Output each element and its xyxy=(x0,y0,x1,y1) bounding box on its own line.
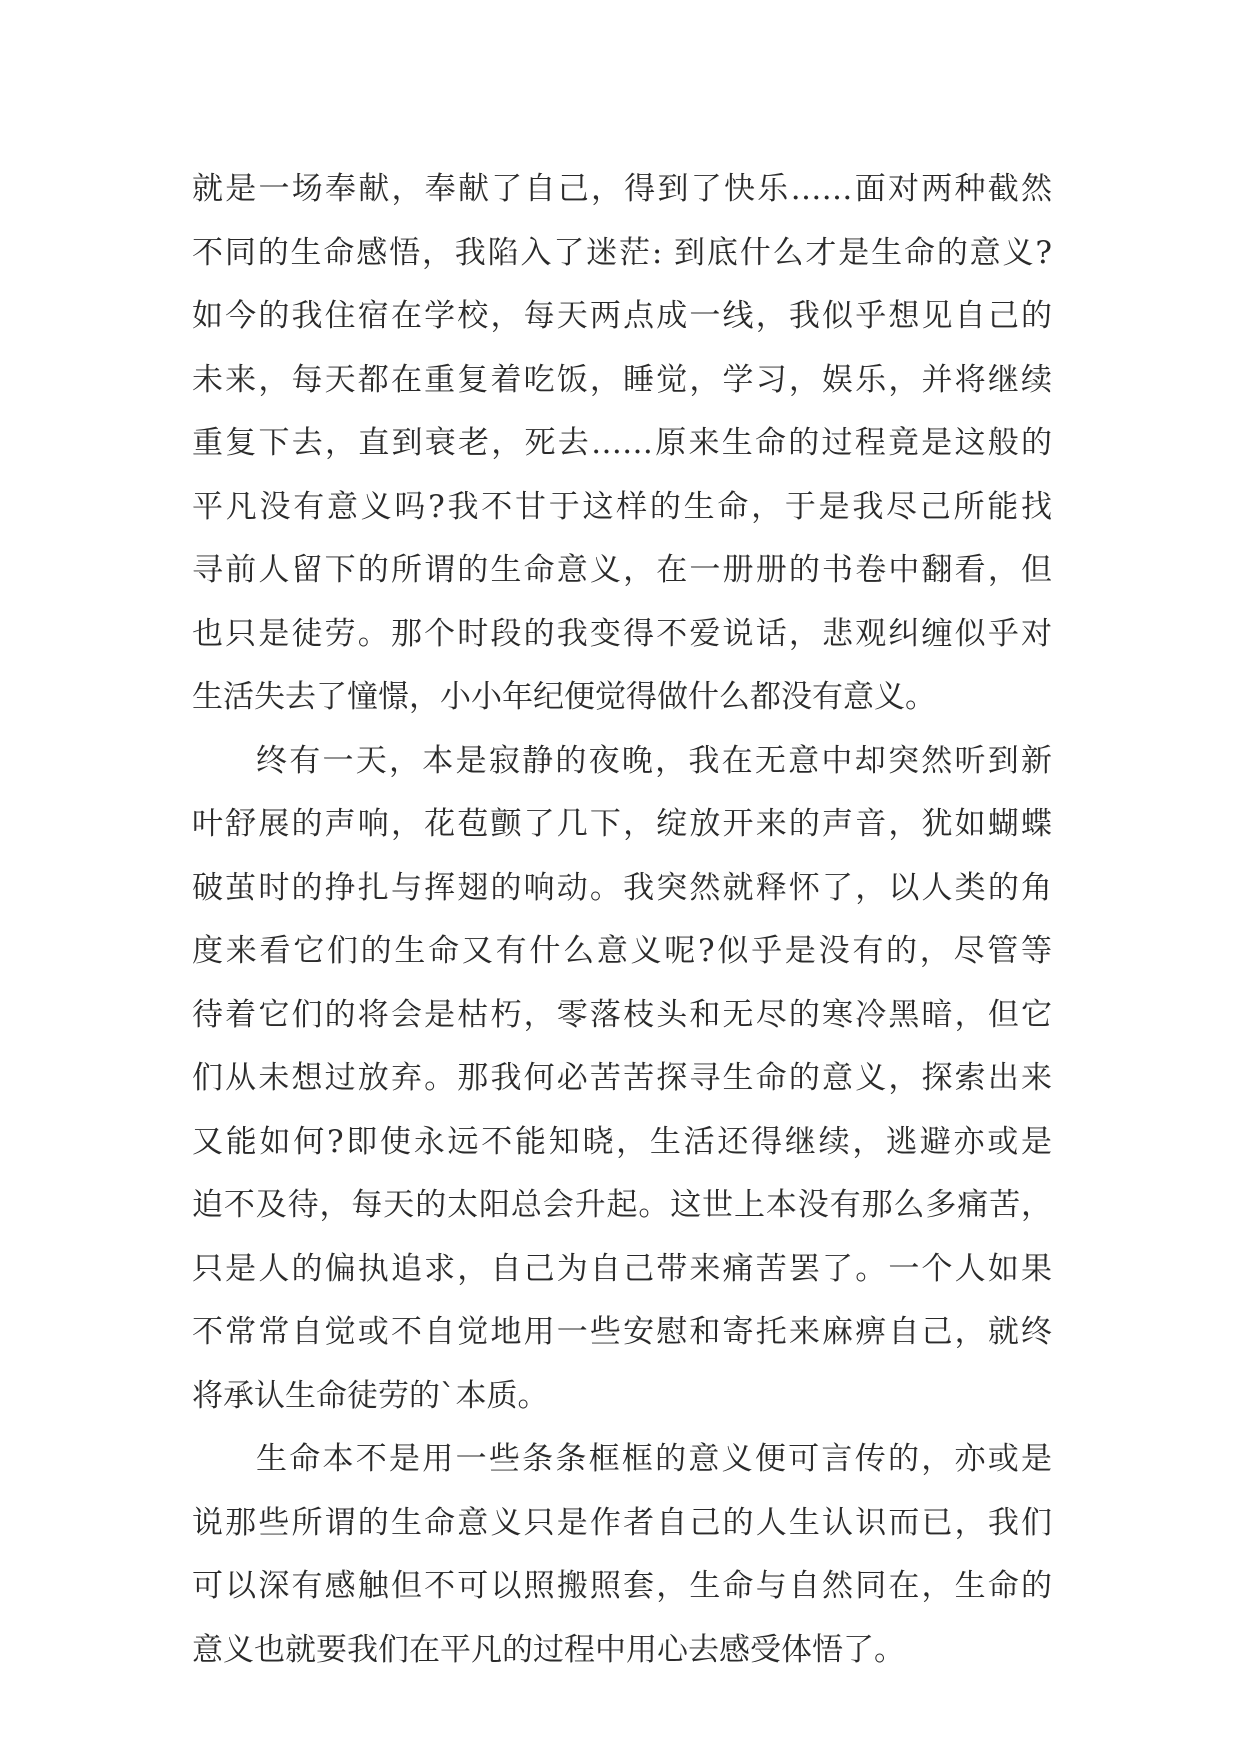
text-line: 就是一场奉献，奉献了自己，得到了快乐……面对两种截然 xyxy=(192,171,1052,207)
essay-body xyxy=(192,158,1052,1682)
text-line: 意义也就要我们在平凡的过程中用心去感受体悟了。 xyxy=(192,1631,905,1668)
text-line: 生活失去了憧憬，小小年纪便觉得做什么都没有意义。 xyxy=(192,679,936,715)
text-line: 又能如何?即使永远不能知晓，生活还得继续，逃避亦或是 xyxy=(192,1123,1052,1160)
text-line: 将承认生命徒劳的`本质。 xyxy=(192,1377,549,1414)
text-line: 平凡没有意义吗?我不甘于这样的生命，于是我尽己所能找 xyxy=(192,488,1052,525)
text-line: 待着它们的将会是枯朽，零落枝头和无尽的寒冷黑暗，但它 xyxy=(192,996,1052,1033)
text-line: 破茧时的挣扎与挥翅的响动。我突然就释怀了，以人类的角 xyxy=(192,869,1052,906)
text-line: 寻前人留下的所谓的生命意义，在一册册的书卷中翻看，但 xyxy=(192,552,1052,588)
text-line: 叶舒展的声响，花苞颤了几下，绽放开来的声音，犹如蝴蝶 xyxy=(192,806,1052,842)
text-line: 迫不及待，每天的太阳总会升起。这世上本没有那么多痛苦， xyxy=(192,1187,1052,1223)
paragraph-first-line: 终有一天，本是寂静的夜晚，我在无意中却突然听到新 xyxy=(256,742,1052,779)
text-line: 重复下去，直到衰老，死去……原来生命的过程竟是这般的 xyxy=(192,425,1052,461)
text-line: 也只是徒劳。那个时段的我变得不爱说话，悲观纠缠似乎对 xyxy=(192,615,1052,652)
text-line: 说那些所谓的生命意义只是作者自己的人生认识而已，我们 xyxy=(192,1504,1052,1541)
text-line: 可以深有感触但不可以照搬照套，生命与自然同在，生命的 xyxy=(192,1568,1052,1604)
text-line: 们从未想过放弃。那我何必苦苦探寻生命的意义，探索出来 xyxy=(192,1060,1052,1096)
text-line: 不同的生命感悟，我陷入了迷茫: 到底什么才是生命的意义? xyxy=(192,234,1052,271)
text-line: 如今的我住宿在学校，每天两点成一线，我似乎想见自己的 xyxy=(192,298,1052,334)
text-line: 不常常自觉或不自觉地用一些安慰和寄托来麻痹自己，就终 xyxy=(192,1314,1052,1350)
paragraph-first-line: 生命本不是用一些条条框框的意义便可言传的，亦或是 xyxy=(256,1441,1052,1477)
text-line: 只是人的偏执追求，自己为自己带来痛苦罢了。一个人如果 xyxy=(192,1250,1052,1287)
text-line: 度来看它们的生命又有什么意义呢?似乎是没有的，尽管等 xyxy=(192,933,1052,969)
text-line: 未来，每天都在重复着吃饭，睡觉，学习，娱乐，并将继续 xyxy=(192,361,1052,398)
